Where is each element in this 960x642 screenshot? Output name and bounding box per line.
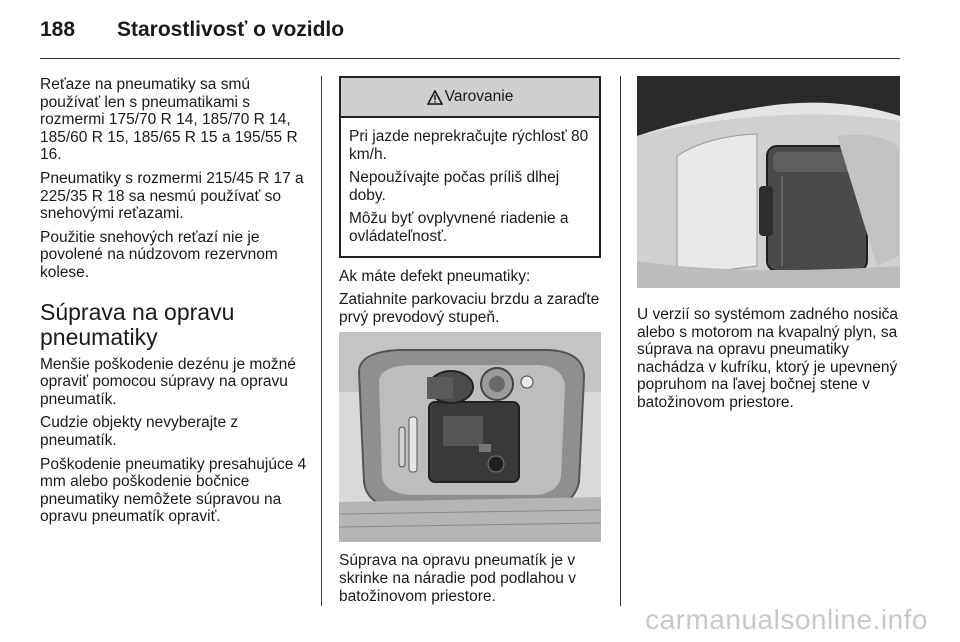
warning-box xyxy=(339,76,601,258)
paragraph: Poškodenie pneumatiky presahujúce 4 mm alebo poškodenie bočnice pneumatiky nemôžete súpravou na opravu pneumatík opraviť. xyxy=(40,455,307,526)
page-number: 188 xyxy=(40,18,76,41)
paragraph: Použitie snehových reťazí nie je povolené na núdzovom rezervnom kolese. xyxy=(40,228,278,281)
paragraph: Reťaze na pneumatiky sa smú používať len s pneumatikami s rozmermi 175/70 R 14, 185/70 R 14, 185/60 R 15, 185/65 R 15 a 195/55 R 16. xyxy=(40,76,298,164)
paragraph: Cudzie objekty nevyberajte z pneumatík. xyxy=(40,414,239,449)
page-title: Starostlivosť o vozidlo xyxy=(117,18,345,41)
warning-item: Nepoužívajte počas príliš dlhej doby. xyxy=(349,169,560,204)
figure-caption: Súprava na opravu pneumatík je v skrinke na náradie pod podlahou v batožinovom priestore. xyxy=(339,552,576,605)
watermark: carmanualsonline.info xyxy=(645,604,928,635)
column-2 xyxy=(339,76,601,611)
trunk-case-image xyxy=(637,76,900,288)
repair-kit-compartment-image xyxy=(339,332,601,542)
warning-item: Pri jazde neprekračujte rýchlosť 80 km/h. xyxy=(349,128,589,163)
section-heading: Súprava na opravu pneumatiky xyxy=(40,298,235,350)
paragraph: Zatiahnite parkovaciu brzdu a zaraďte prvý prevodový stupeň. xyxy=(339,291,600,326)
warning-item: Môžu byť ovplyvnené riadenie a ovládateľnosť. xyxy=(349,210,569,245)
header-rule xyxy=(40,58,900,59)
figure-caption: U verzií so systémom zadného nosiča alebo s motorom na kvapalný plyn, sa súprava na opravu pneumatiky nachádza v kufríku, ktorý je upevnený popruhom na ľavej bočnej stene v batožinovom priestore. xyxy=(637,306,899,411)
paragraph: Pneumatiky s rozmermi 215/45 R 17 a 225/35 R 18 sa nesmú používať so snehovými reťazami. xyxy=(40,169,304,223)
paragraph: Menšie poškodenie dezénu je možné opraviť pomocou súpravy na opravu pneumatík. xyxy=(40,355,296,408)
paragraph: Ak máte defekt pneumatiky: xyxy=(339,267,531,285)
column-1 xyxy=(40,76,308,532)
column-divider-2 xyxy=(620,76,621,606)
warning-header xyxy=(341,78,599,118)
column-divider-1 xyxy=(321,76,322,606)
warning-label: Varovanie xyxy=(444,88,514,106)
column-3 xyxy=(637,76,902,418)
warning-triangle-icon xyxy=(427,90,443,105)
